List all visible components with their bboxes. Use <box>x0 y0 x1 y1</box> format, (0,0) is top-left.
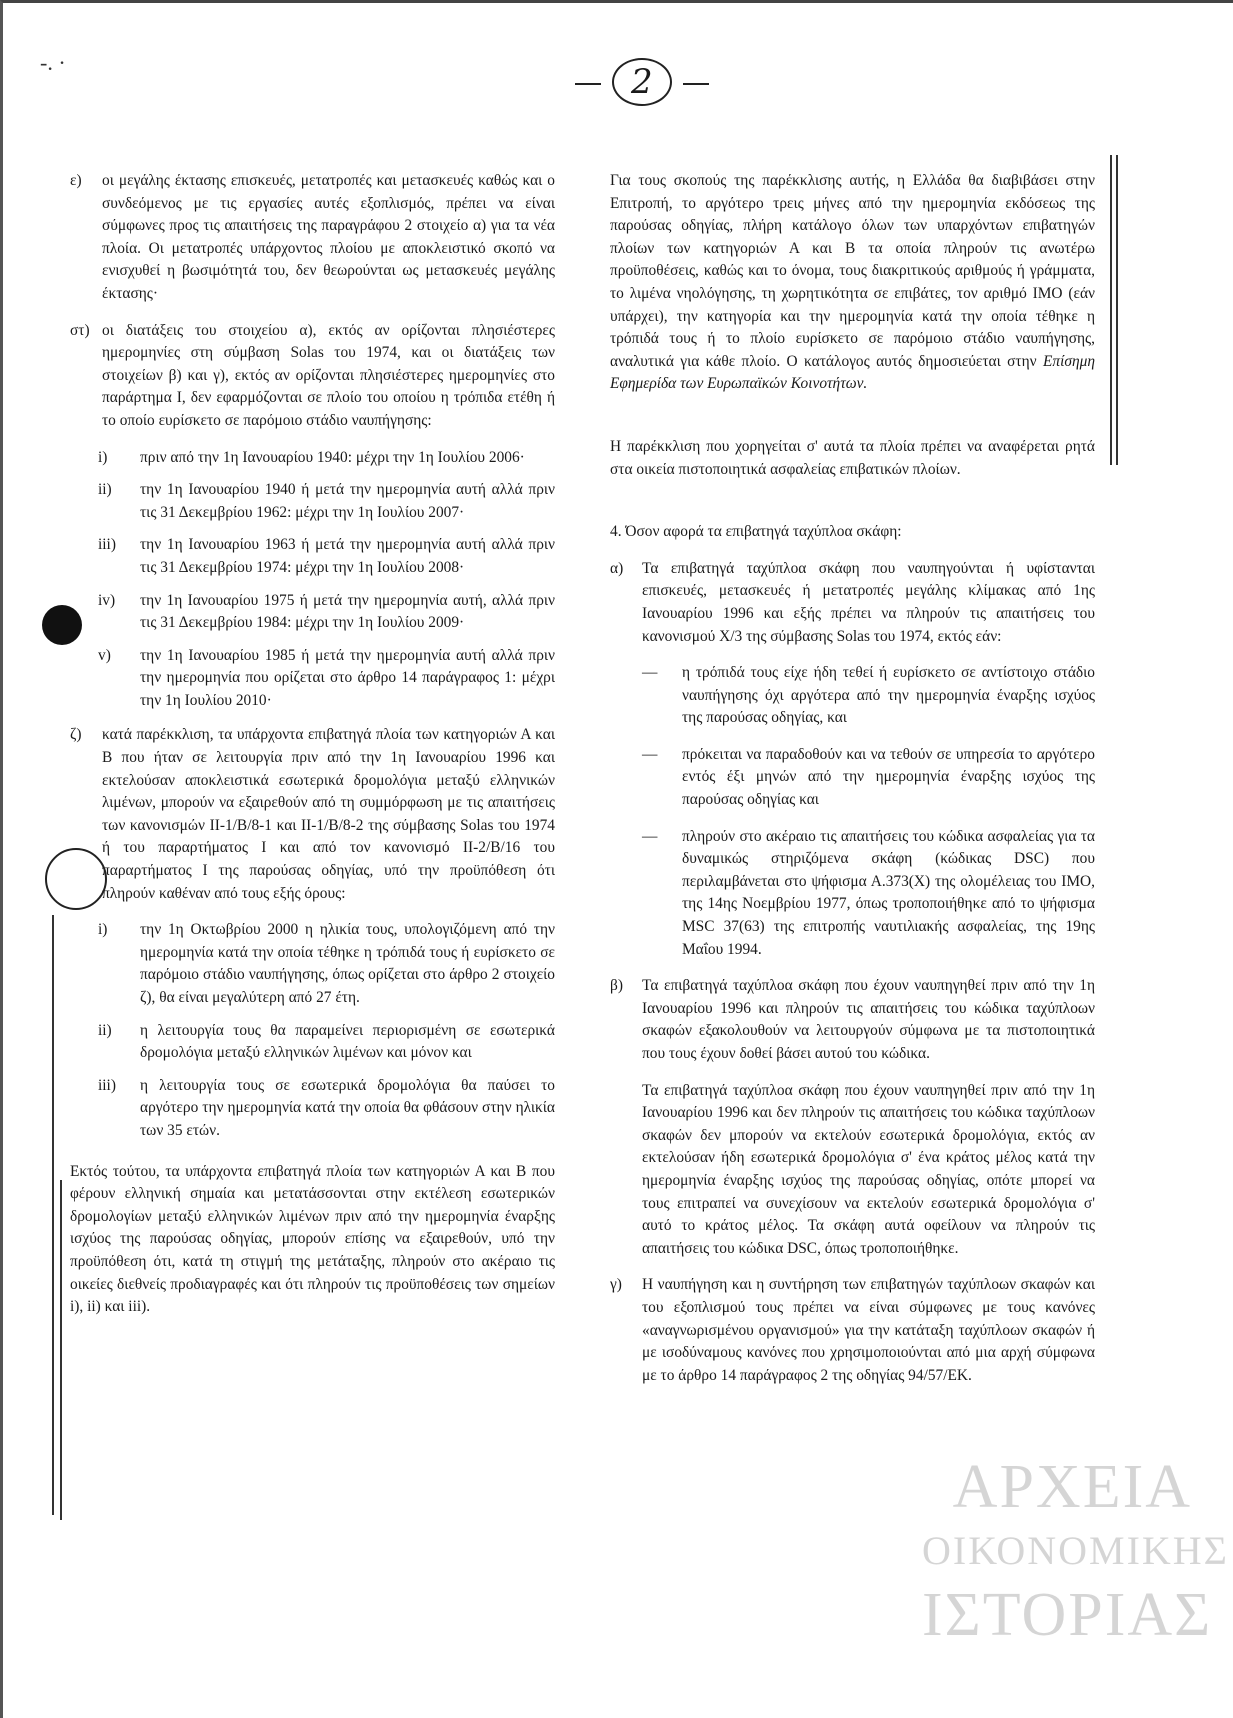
sub-text: την 1η Ιανουαρίου 1975 ή μετά την ημερομηνία αυτή, αλλά πριν τις 31 Δεκεμβρίου 1984: μέχρι την 1η Ιουλίου 2009· <box>140 591 555 632</box>
item-text: Τα επιβατηγά ταχύπλοα σκάφη που ναυπηγούνται ή υφίστανται επισκευές, μετασκευές ή μετατροπές μεγάλης κλίμακας από 1ης Ιανουαρίου 1996 και εξής πρέπει να πληρούν τις απαιτήσεις του κανονισμού Χ/3 της σύμβασης Solas του 1974, εκτός εάν: <box>642 559 1095 645</box>
dash-text: πρόκειται να παραδοθούν και να τεθούν σε υπηρεσία το αργότερο εντός έξι μηνών από την ημερομηνία έναρξης ισχύος της παρούσας οδηγίας και <box>682 745 1095 809</box>
sub-marker: i) <box>98 448 108 466</box>
item-text: Τα επιβατηγά ταχύπλοα σκάφη που έχουν ναυπηγηθεί πριν από την 1η Ιανουαρίου 1996 και πληρούν τις απαιτήσεις του κώδικα ταχύπλοων σκαφών εξακολουθούν να λειτουργούν σύμφωνα με τα πιστοποιητικά που τους έχουν δοθεί βάσει αυτού του κώδικα. <box>642 977 1095 1062</box>
item-marker: στ) <box>70 321 90 339</box>
margin-line <box>60 1180 62 1520</box>
dash-item <box>642 826 1095 962</box>
item-b-continuation: Τα επιβατηγά ταχύπλοα σκάφη που έχουν ναυπηγηθεί πριν από την 1η Ιανουαρίου 1996 και δεν πληρούν τις απαιτήσεις του κώδικα ταχύπλοων σκαφών δεν μπορούν να εκτελούν εσωτερικά δρομολόγια, εκτός αν εκτελούσαν ήδη εσωτερικά δρομολόγια σ' ένα κράτος μέλος κατά την ημερομηνία έναρξης ισχύος της παρούσας οδηγίας, οπότε μπορεί να τους επιτραπεί να συνεχίσουν να εκτελούν εσωτερικά δρομολόγια σ' αυτό το κράτος μέλος. Τα σκάφη αυτά οφείλουν να πληρούν τις απαιτήσεις του κώδικα DSC, όπως τροποποιήθηκε. <box>642 1081 1095 1257</box>
sub-item <box>98 645 555 713</box>
sub-text: την 1η Ιανουαρίου 1940 ή μετά την ημερομηνία αυτή αλλά πριν τις 31 Δεκεμβρίου 1962: μέχρι την 1η Ιουλίου 2007· <box>140 481 555 521</box>
sub-marker: iii) <box>98 536 116 554</box>
sub-item <box>98 1020 555 1065</box>
dash-item <box>642 744 1095 812</box>
sub-text: την 1η Οκτωβρίου 2000 η ηλικία τους, υπολογιζόμενη από την ημερομηνία κατά την οποία τέθηκε η τρόπιδά τους ή ευρίσκετο σε παρόμοιο στάδιο ναυπήγησης, όπως ορίζεται στο άρθρο 2 στοιχείο ζ), θα είναι μεγαλύτερη από 27 έτη. <box>140 921 555 1006</box>
item-b <box>610 975 1095 1065</box>
sub-text: η λειτουργία τους σε εσωτερικά δρομολόγια θα παύσει το αργότερο την ημερομηνία κατά την οποία θα φθάσουν στην ηλικία των 35 ετών. <box>140 1076 555 1139</box>
item-text: οι μεγάλης έκτασης επισκευές, μετατροπές και μετασκευές καθώς και ο συνδεόμενος με τις εργασίες αυτές εξοπλισμός, πρέπει να είναι σύμφωνες προς τις απαιτήσεις της παραγράφου 2 στοιχείο α) για τα νέα πλοία. Οι μετατροπές υπάρχοντος πλοίου με αποκλειστικό σκοπό να ενισχυθεί η βωσιμότητά του, δεν θεωρούνται ως μετασκευές μεγάλης έκτασης· <box>102 172 555 302</box>
sub-marker: v) <box>98 646 111 664</box>
sub-item <box>98 447 555 470</box>
spacer <box>610 495 1095 521</box>
sub-marker: iv) <box>98 591 116 609</box>
page-number-dash-right <box>683 83 709 85</box>
dash-marker: — <box>642 745 658 763</box>
sub-marker: i) <box>98 921 108 939</box>
extra-paragraph: Εκτός τούτου, τα υπάρχοντα επιβατηγά πλοία των κατηγοριών Α και Β που φέρουν ελληνική σημαία και μετατάσσονται στην εκτέλεση εσωτερικών δρομολογίων μεταξύ ελληνικών λιμένων πριν από την ημερομηνία έναρξης ισχύος της παρούσας οδηγίας, μπορούν επίσης να εξαιρεθούν, υπό την προϋπόθεση ότι, κατά τη στιγμή της μετάταξης, πληρούν στο ακέραιο τις οικείες διεθνείς προδιαγραφές και ότι πληρούν τις προϋποθέσεις των σημείων i), ii) και iii). <box>70 1162 555 1316</box>
item-a <box>610 558 1095 648</box>
item-marker: γ) <box>610 1276 622 1294</box>
stamp-line: ΟΙΚΟΝΟΜΙΚΗΣ <box>922 1528 1229 1573</box>
certificate-paragraph: Η παρέκκλιση που χορηγείται σ' αυτά τα πλοία πρέπει να αναφέρεται ρητά στα οικεία πιστοποιητικά ασφαλείας επιβατικών πλοίων. <box>610 437 1095 478</box>
item-marker: ε) <box>70 172 82 189</box>
sub-item <box>98 590 555 635</box>
stamp-line: ΑΡΧΕΙΑ <box>952 1453 1192 1521</box>
item-g <box>610 1274 1095 1387</box>
item-text: οι διατάξεις του στοιχείου α), εκτός αν ορίζονται πλησιέστερες ημερομηνίες στη σύμβαση Solas του 1974, και οι διατάξεις των στοιχείων β) και γ), εκτός αν ορίζονται πλησιέστερες ημερομηνίες στο παράρτημα Ι, δεν εφαρμόζονται σε πλοίο του οποίου η τρόπιδα ετέθη ή το οποίο ευρίσκετο σε παρόμοιο στάδιο ναυπήγησης: <box>102 321 555 429</box>
dash-marker: — <box>642 664 658 682</box>
dash-item <box>642 662 1095 730</box>
right-column <box>610 170 1095 1401</box>
sub-text: η λειτουργία τους θα παραμείνει περιορισμένη σε εσωτερικά δρομολόγια μεταξύ ελληνικών λιμένων και μόνον και <box>140 1021 555 1062</box>
sub-item <box>98 534 555 579</box>
dash-marker: — <box>642 827 658 845</box>
sub-marker: iii) <box>98 1076 116 1094</box>
item-text: Η ναυπήγηση και η συντήρηση των επιβατηγών ταχύπλοων σκαφών και του εξοπλισμού τους πρέπει να είναι σύμφωνες με τους κανόνες «αναγνωρισμένου οργανισμού» για την κατάταξη ταχύπλοων σκαφών ή με ισοδύναμους κανόνες που χρησιμοποιούνται από μια αρχή σύμφωνα με το άρθρο 14 παράγραφος 2 της οδηγίας 94/57/ΕΚ. <box>642 1276 1095 1384</box>
spacer <box>610 410 1095 436</box>
page-number-value: 2 <box>612 58 672 106</box>
page-number-dash-left <box>575 83 601 85</box>
margin-line-right <box>1110 155 1112 465</box>
sub-marker: ii) <box>98 481 112 499</box>
left-column <box>70 170 555 1333</box>
item-st <box>70 320 555 433</box>
stamp-line: ΙΣΤΟΡΙΑΣ <box>922 1581 1213 1649</box>
item-marker: α) <box>610 559 624 577</box>
sub-marker: ii) <box>98 1021 112 1039</box>
page-number <box>575 58 709 106</box>
sub-text: την 1η Ιανουαρίου 1963 ή μετά την ημερομηνία αυτή αλλά πριν τις 31 Δεκεμβρίου 1974: μέχρι την 1η Ιουλίου 2008· <box>140 536 555 576</box>
sub-text: την 1η Ιανουαρίου 1985 ή μετά την ημερομηνία αυτή αλλά πριν την ημερομηνία που ορίζεται στο άρθρο 14 παράγραφος 1: μέχρι την 1η Ιουλίου 2010· <box>140 646 555 709</box>
derogation-paragraph <box>610 170 1095 396</box>
sub-item <box>98 919 555 1009</box>
item-marker: ζ) <box>70 726 82 744</box>
item-e <box>70 170 555 306</box>
section-4-heading: 4. Όσον αφορά τα επιβατηγά ταχύπλοα σκάφη: <box>610 523 902 541</box>
derogation-text: Για τους σκοπούς της παρέκκλισης αυτής, η Ελλάδα θα διαβιβάσει στην Επιτροπή, το αργότερο τρεις μήνες από την ημερομηνία εκδόσεως της παρούσας οδηγίας, πλήρη κατάλογο όλων των υπαρχόντων επιβατηγών πλοίων των κατηγοριών Α και Β τα οποία πληρούν τις ανωτέρω προϋποθέσεις, καθώς και το όνομα, τους διακριτικούς αριθμούς ή γράμματα, το λιμένα νηολόγησης, τη χωρητικότητα σε επιβάτες, τον αριθμό ΙΜΟ (εάν υπάρχει), την κατηγορία και την ημερομηνία κατά την οποία τέθηκε η τρόπιδά τους ή το πλοίο ευρίσκετο σε παρόμοιο στάδιο ναυπήγησης, αναλυτικά για κάθε πλοίο. Ο κατάλογος αυτός δημοσιεύεται στην <box>610 172 1095 370</box>
corner-marks: -. · <box>40 50 66 75</box>
margin-line-right <box>1116 155 1118 465</box>
archive-watermark-stamp <box>922 1453 1229 1655</box>
item-z <box>70 724 555 905</box>
item-text: κατά παρέκκλιση, τα υπάρχοντα επιβατηγά πλοία των κατηγοριών Α και Β που ήταν σε λειτουργία πριν από την 1η Ιανουαρίου 1996 και εκτελούσαν αποκλειστικά εσωτερικά δρομολόγια μεταξύ ελληνικών λιμένων, μπορούν να εξαιρεθούν από τη συμμόρφωση με τις απαιτήσεις των κανονισμών ΙΙ-1/Β/8-1 και ΙΙ-1/Β/8-2 της σύμβασης Solas του 1974 ή του παραρτήματος Ι και από τον κανονισμό ΙΙ-2/Β/16 του παραρτήματος Ι της παρούσας οδηγίας, υπό την προϋπόθεση ότι πληρούν καθέναν από τους εξής όρους: <box>102 726 555 902</box>
sub-item <box>98 479 555 524</box>
sub-item <box>98 1075 555 1143</box>
margin-line <box>52 915 54 1515</box>
official-journal-title: Επίσημη Εφημερίδα των Ευρωπαϊκών Κοινοτήτων. <box>610 352 1095 393</box>
dash-text: η τρόπιδά τους είχε ήδη τεθεί ή ευρίσκετο σε αντίστοιχο στάδιο ναυπήγησης όχι αργότερα από την ημερομηνία έναρξης ισχύος της παρούσας οδηγίας, και <box>682 664 1095 727</box>
item-marker: β) <box>610 977 623 995</box>
sub-text: πριν από την 1η Ιανουαρίου 1940: μέχρι την 1η Ιουλίου 2006· <box>140 448 525 466</box>
dash-text: πληρούν στο ακέραιο τις απαιτήσεις του κώδικα ασφαλείας για τα δυναμικώς στηριζόμενα σκάφη (κώδικας DSC) που περιλαμβάνεται στο ψήφισμα Α.373(Χ) της ολομέλειας του ΙΜΟ, της 14ης Νοεμβρίου 1977, όπως τροποποιήθηκε από το ψήφισμα MSC 37(63) της επιτροπής ναυτιλιακής ασφαλείας, της 19ης Μαΐου 1994. <box>682 827 1095 958</box>
